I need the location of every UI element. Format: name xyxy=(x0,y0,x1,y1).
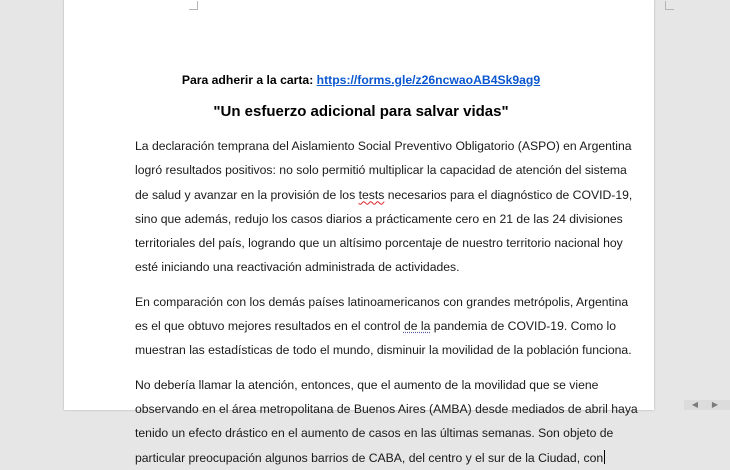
paragraph-line: No debería llamar la atención, entonces, que el aumento de la movilidad que se viene xyxy=(135,377,599,392)
text-fragment: es el que obtuvo mejores resultados en el control xyxy=(135,319,404,334)
form-link[interactable]: https://forms.gle/z26ncwaoAB4Sk9ag9 xyxy=(316,73,541,87)
scroll-left-icon[interactable]: ◀ xyxy=(691,400,699,409)
paragraph-line: muestran las estadísticas de todo el mundo, disminuir la movilidad de la población funciona. xyxy=(135,343,632,358)
text-fragment: de salud y avanzar en la provisión de los xyxy=(135,187,359,202)
paragraph-line: sino que además, redujo los casos diarios a prácticamente cero en 21 de las 24 divisiones xyxy=(135,211,623,226)
paragraph-line: territoriales del país, logrando que un altísimo porcentaje de nuestro territorio nacional hoy xyxy=(135,236,623,251)
paragraph-line: esté iniciando una reactivación administrada de actividades. xyxy=(135,260,460,275)
paragraph-1 xyxy=(135,134,633,280)
paragraph-line xyxy=(135,446,604,470)
paragraph-line: observando en el área metropolitana de Buenos Aires (AMBA) desde mediados de abril haya xyxy=(135,401,638,416)
form-link-line xyxy=(135,72,587,88)
paragraph-line: logró resultados positivos: no solo permitió multiplicar la capacidad de atención del sistema xyxy=(135,163,627,178)
document-body xyxy=(135,72,638,470)
scroll-right-icon[interactable]: ▶ xyxy=(711,400,719,409)
document-page[interactable] xyxy=(64,0,654,465)
text-cursor xyxy=(604,450,605,464)
letter-title: "Un esfuerzo adicional para salvar vidas" xyxy=(213,103,509,120)
top-right-margin-mark xyxy=(665,1,674,10)
paragraph-line: En comparación con los demás países latinoamericanos con grandes metrópolis, Argentina xyxy=(135,294,629,309)
grammar-check-phrase[interactable]: de la xyxy=(403,319,431,334)
paragraph-line: La declaración temprana del Aislamiento Social Preventivo Obligatorio (ASPO) en Argentina xyxy=(135,139,632,153)
text-fragment: pandemia de COVID-19. Como lo xyxy=(430,319,617,334)
paragraph-3 xyxy=(135,373,638,470)
text-fragment: particular preocupación algunos barrios de CABA, del centro y el sur de la Ciudad, con xyxy=(135,450,604,465)
top-left-margin-mark xyxy=(189,1,198,10)
paragraph-line: tenido un efecto drástico en el aumento de casos en las últimas semanas. Son objeto de xyxy=(135,426,614,441)
horizontal-scrollbar[interactable] xyxy=(684,400,730,410)
link-prefix: Para adherir a la carta: xyxy=(181,73,317,87)
text-fragment: necesarios para el diagnóstico de COVID-19, xyxy=(384,187,633,202)
spellcheck-word[interactable]: tests xyxy=(358,187,385,202)
paragraph-2 xyxy=(135,290,632,363)
paragraph-line xyxy=(135,183,633,207)
paragraph-line xyxy=(135,314,617,338)
